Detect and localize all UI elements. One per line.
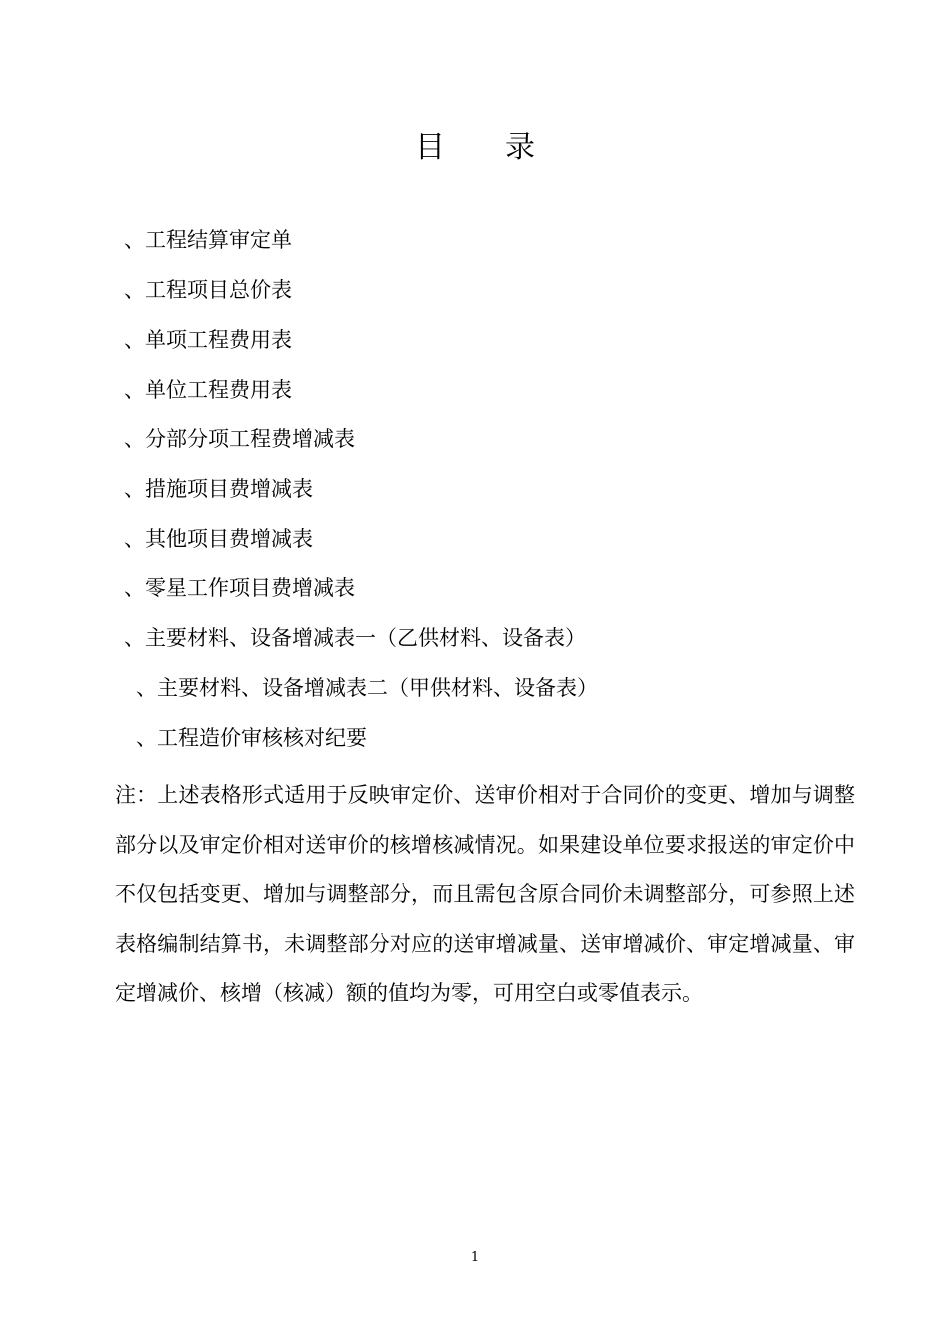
toc-item: 、措施项目费增减表 (124, 477, 313, 501)
toc-item: 、工程造价审核核对纪要 (136, 726, 367, 750)
toc-item: 、其他项目费增减表 (124, 527, 313, 551)
page-number: 1 (470, 1250, 480, 1265)
toc-item: 、分部分项工程费增减表 (124, 427, 355, 451)
toc-item: 、零星工作项目费增减表 (124, 576, 355, 600)
toc-item: 、工程结算审定单 (124, 228, 292, 252)
toc-item: 、工程项目总价表 (124, 278, 292, 302)
note-paragraph: 注：上述表格形式适用于反映审定价、送审价相对于合同价的变更、增加与调整部分以及审定价相对送审价的核增核减情况。如果建设单位要求报送的审定价中不仅包括变更、增加与调整部分，而且需包含原合同价未调整部分，可参照上述表格编制结算书，未调整部分对应的送审增减量、送审增减价、审定增减量、审定增减价、核增（核减）额的值均为零，可用空白或零值表示。 (115, 783, 855, 1006)
page-title: 目 录 (415, 130, 535, 165)
toc-item: 、单位工程费用表 (124, 378, 292, 402)
toc-item: 、主要材料、设备增减表一（乙供材料、设备表） (124, 626, 586, 650)
toc-item: 、主要材料、设备增减表二（甲供材料、设备表） (136, 676, 598, 700)
toc-item: 、单项工程费用表 (124, 328, 292, 352)
